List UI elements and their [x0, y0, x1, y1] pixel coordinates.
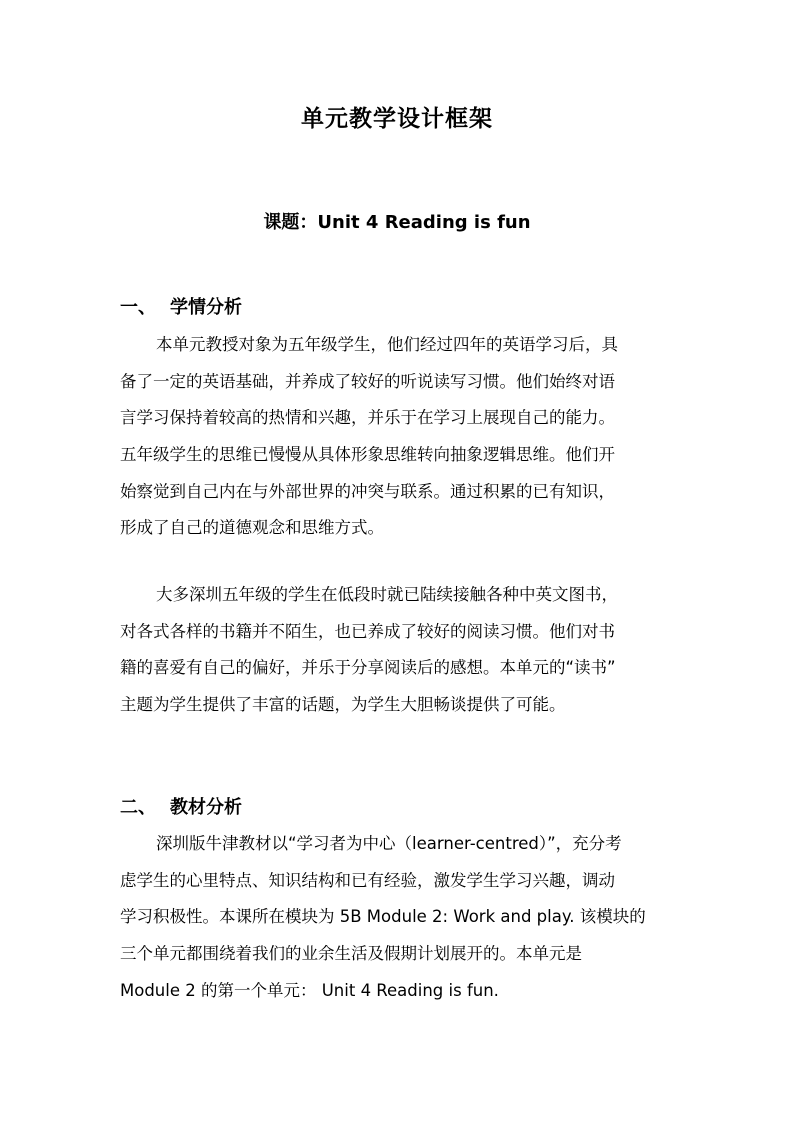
section-number: 二、 — [120, 797, 156, 818]
paragraph-learner-analysis-1 — [120, 327, 680, 547]
text-line: 五年级学生的思维已慢慢从具体形象思维转向抽象逻辑思维。他们开 — [120, 445, 615, 465]
text-line: 本单元教授对象为五年级学生，他们经过四年的英语学习后，具 — [156, 335, 618, 354]
text-line: Module 2 的第一个单元： Unit 4 Reading is fun. — [120, 980, 499, 1000]
paragraph-learner-analysis-2 — [120, 577, 680, 724]
text-line: 言学习保持着较高的热情和兴趣，并乐于在学习上展现自己的能力。 — [120, 408, 615, 428]
text-line: 籍的喜爱有自己的偏好，并乐于分享阅读后的感想。本单元的“读书” — [120, 658, 616, 678]
text-line: 主题为学生提供了丰富的话题，为学生大胆畅谈提供了可能。 — [120, 695, 566, 715]
text-line: 三个单元都围绕着我们的业余生活及假期计划展开的。本单元是 — [120, 944, 582, 964]
text-line: 学习积极性。本课所在模块为 5B Module 2: Work and play. 该模块的 — [120, 907, 646, 927]
paragraph-textbook-analysis-1 — [120, 826, 680, 1009]
section-title: 教材分析 — [170, 797, 242, 818]
section-heading-textbook-analysis — [120, 793, 242, 819]
text-line: 深圳版牛津教材以“学习者为中心（learner-centred）”，充分考 — [156, 834, 622, 853]
document-title: 单元教学设计框架 — [301, 106, 493, 132]
section-number: 一、 — [120, 297, 156, 318]
text-line: 形成了自己的道德观念和思维方式。 — [120, 518, 384, 538]
text-line: 对各式各样的书籍并不陌生，也已养成了较好的阅读习惯。他们对书 — [120, 621, 615, 641]
text-line: 虑学生的心里特点、知识结构和已有经验，激发学生学习兴趣，调动 — [120, 870, 615, 890]
section-title: 学情分析 — [170, 297, 242, 318]
section-heading-learner-analysis — [120, 293, 242, 319]
lesson-subject: 课题：Unit 4 Reading is fun — [263, 212, 531, 233]
text-line: 大多深圳五年级的学生在低段时就已陆续接触各种中英文图书， — [156, 585, 618, 604]
text-line: 备了一定的英语基础，并养成了较好的听说读写习惯。他们始终对语 — [120, 371, 615, 391]
text-line: 始察觉到自己内在与外部世界的冲突与联系。通过积累的已有知识， — [120, 481, 615, 501]
